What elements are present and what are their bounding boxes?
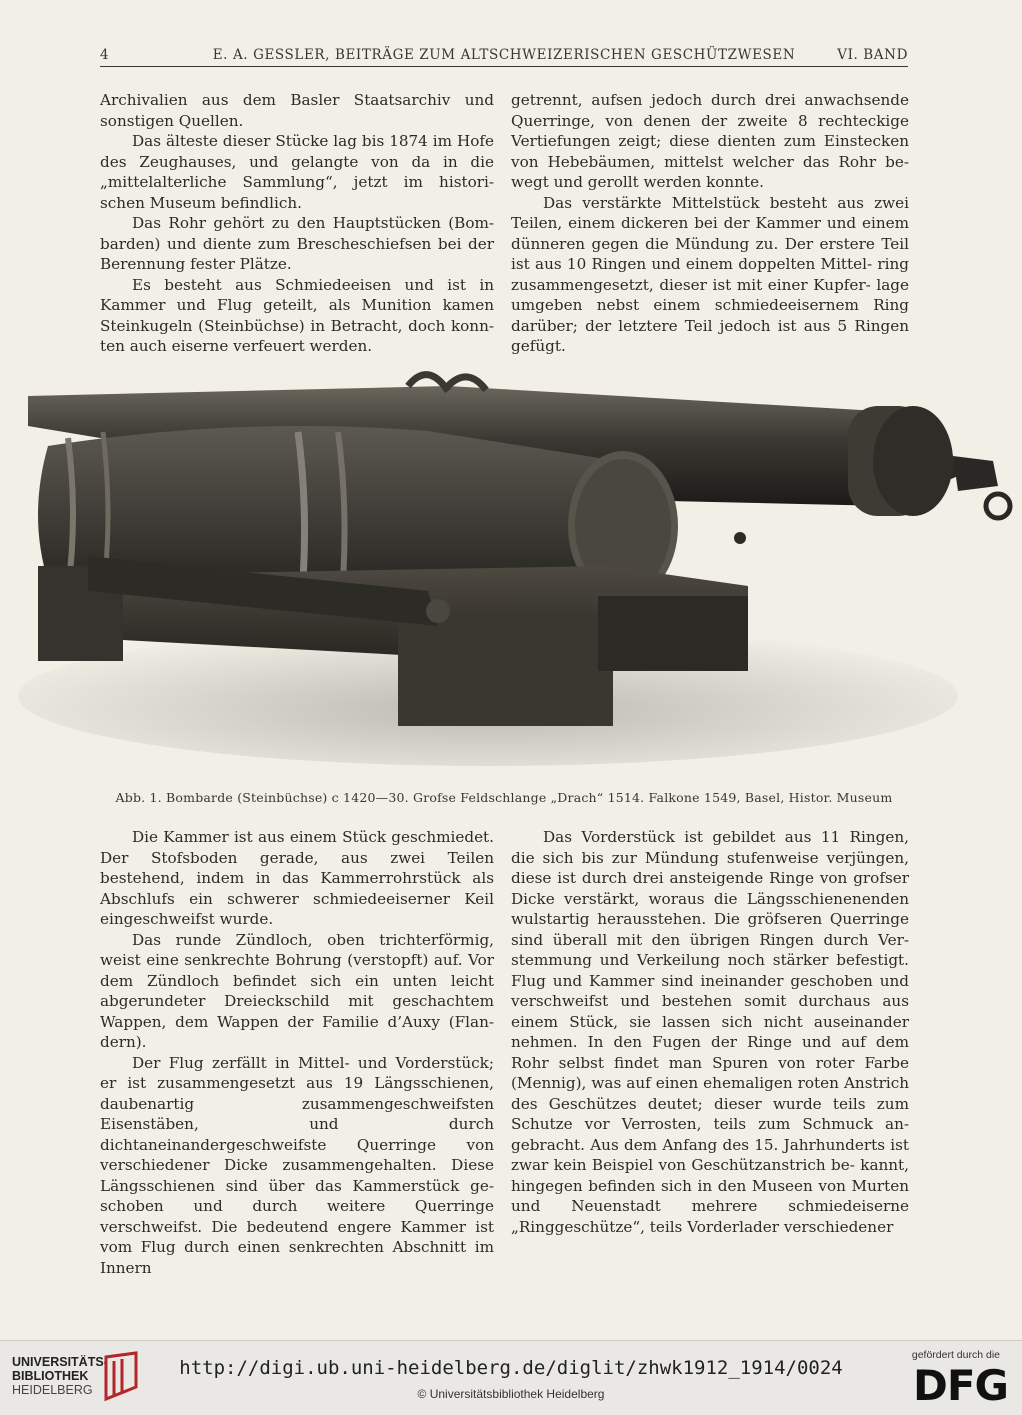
paragraph: Das runde Zündloch, oben trichterförmig, weist eine senkrechte Bohrung (verstopft) auf. Vor dem Zündloch befindet sich ein unten leicht abgerundeter Dreieckschild mit geschachtem Wappen, dem Wappen der Familie d’Auxy (Flan- dern). bbox=[100, 930, 494, 1051]
text-column-top-right bbox=[511, 90, 909, 357]
volume-label: VI. BAND bbox=[837, 47, 908, 63]
library-name: UNIVERSITÄTS- BIBLIOTHEK HEIDELBERG bbox=[12, 1355, 108, 1397]
paragraph: Das Rohr gehört zu den Hauptstücken (Bom- barden) und diente zum Brescheschiefsen bei der Berennung fester Plätze. bbox=[100, 214, 494, 273]
paragraph: Es besteht aus Schmiedeeisen und ist in Kammer und Flug geteilt, als Munition kamen Steinkugeln (Steinbüchse) in Betracht, doch konn- ten auch eiserne verfeuert werden. bbox=[100, 275, 494, 355]
running-title: E. A. GESSLER, BEITRÄGE ZUM ALTSCHWEIZERISCHEN GESCHÜTZWESEN bbox=[212, 47, 796, 63]
text-column-bottom-left bbox=[100, 827, 494, 1278]
permalink-url[interactable]: http://digi.ub.uni-heidelberg.de/diglit/zhwk1912_1914/0024 bbox=[179, 1357, 843, 1379]
funding-label: gefördert durch die bbox=[911, 1349, 1000, 1361]
text-column-bottom-right bbox=[511, 827, 909, 1237]
page-number: 4 bbox=[100, 47, 110, 63]
dfg-logo: DFG bbox=[912, 1361, 1008, 1410]
viewer-footer bbox=[0, 1340, 1022, 1415]
paragraph: Das Vorderstück ist gebildet aus 11 Ringen, die sich bis zur Mündung stufenweise verjüngen, diese ist durch drei ansteigende Ringe von grofser Dicke verstärkt, woraus die Längsschienenenden wulstartig herausstehen. Die gröfseren Querringe sind überall mit den übrigen Ringen durch Ver- stemmung und Verkeilung noch stärker befestigt. Flug und Kammer sind ineinander geschoben und verschweifst und bestehen somit durchaus aus einem Stück, sie lassen sich nicht auseinander nehmen. In den Fugen der Ringe und auf dem Rohr selbst findet man Spuren von roter Farbe (Mennig), was auf einen ehemaligen roten Anstrich des Geschützes deutet; dieser wurde teils zum Schutze vor Verrosten, teils zum Schmuck an- gebracht. Aus dem Anfang des 15. Jahrhunderts ist zwar kein Beispiel von Geschützanstrich be- kannt, hingegen befinden sich in den Museen von Murten und Neuenstadt mehrere schmiedeiserne „Ringgeschütze“, teils Vorderlader verschiedener bbox=[511, 828, 909, 1236]
paragraph: Der Flug zerfällt in Mittel- und Vorderstück; er ist zusammengesetzt aus 19 Längsschienen, daubenartig zusammengeschweifsten Eisenstäben, und durch dichtaneinandergeschweifste Querringe von verschiedener Dicke zusammengehalten. Diese Längsschienen sind über das Kammerstück ge- schoben und durch weitere Querringe verschweifst. Die bedeutend engere Kammer ist vom Flug durch einen senkrechten Abschnitt im Innern bbox=[100, 1053, 494, 1277]
paragraph: getrennt, aufsen jedoch durch drei anwachsende Querringe, von denen der zweite 8 rechteckige Vertiefungen zeigt; diese dienten zum Einstecken von Hebebäumen, mittelst welcher das Rohr be- wegt und gerollt werden konnte. bbox=[511, 91, 909, 191]
running-header bbox=[100, 44, 908, 67]
text-column-top-left bbox=[100, 90, 494, 357]
paragraph: Archivalien aus dem Basler Staatsarchiv und sonstigen Quellen. bbox=[100, 91, 494, 130]
cannon-photograph bbox=[8, 366, 1016, 778]
paragraph: Das älteste dieser Stücke lag bis 1874 im Hofe des Zeughauses, und gelangte von da in die „mittelalterliche Sammlung“, jetzt im histori- schen Museum befindlich. bbox=[100, 132, 494, 212]
paragraph: Die Kammer ist aus einem Stück geschmiedet. Der Stofsboden gerade, aus zwei Teilen bestehend, indem in das Kammerrohrstück als Abschlufs ein schwerer schmiedeeiserner Keil eingeschweifst wurde. bbox=[100, 828, 494, 928]
paragraph: Das verstärkte Mittelstück besteht aus zwei Teilen, einem dickeren bei der Kammer und einem dünneren gegen die Mündung zu. Der erstere Teil ist aus 10 Ringen und einem doppelten Mittel- ring zusammengesetzt, dieser ist mit einer Kupfer- lage umgeben nebst einem schmiedeeisernem Ring darüber; der letztere Teil jedoch ist aus 5 Ringen gefügt. bbox=[511, 193, 909, 355]
copyright-notice: © Universitätsbibliothek Heidelberg bbox=[417, 1387, 605, 1401]
figure-caption: Abb. 1. Bombarde (Steinbüchse) c 1420—30. Grofse Feldschlange „Drach“ 1514. Falkone 1549, Basel, Histor. Museum bbox=[115, 790, 893, 805]
